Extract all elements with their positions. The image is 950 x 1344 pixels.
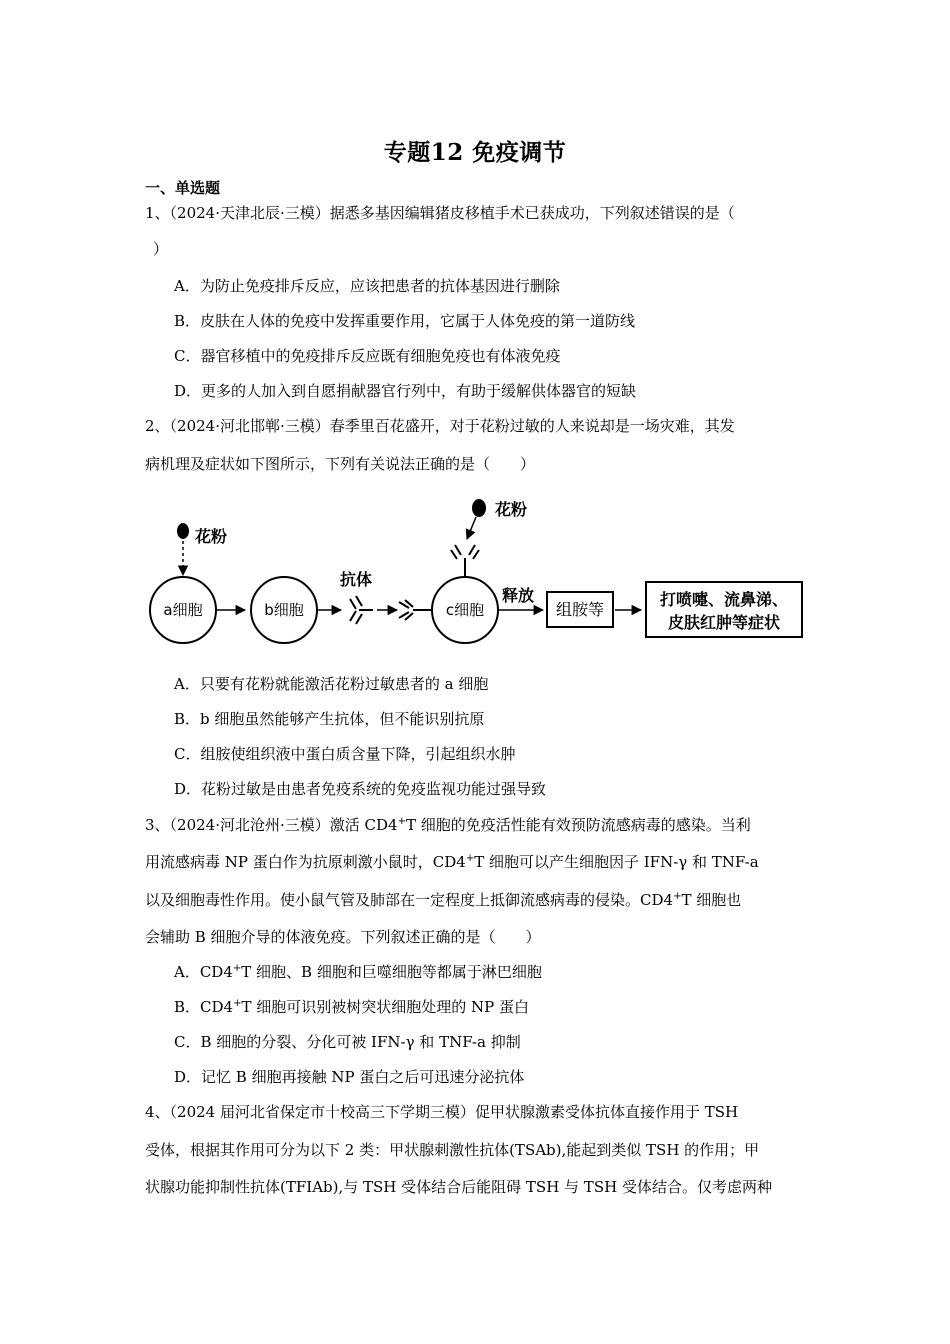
question-3-option-a bbox=[174, 962, 542, 982]
question-1-stem-cont: ） bbox=[153, 240, 169, 258]
q3-text: 3、（2024·河北沧州·三模）激活 CD4 bbox=[145, 816, 398, 834]
q3-text: 以及细胞毒性作用。使小鼠气管及肺部在一定程度上抵御流感病毒的侵染。CD4 bbox=[145, 891, 674, 909]
antibody-icon bbox=[350, 596, 373, 624]
cell-c-label: c细胞 bbox=[445, 601, 485, 619]
question-3-option-c: C．B 细胞的分裂、分化可被 IFN-γ 和 TNF-a 抑制 bbox=[174, 1033, 521, 1051]
q3-option-text: T 细胞可识别被树突状细胞处理的 NP 蛋白 bbox=[241, 998, 529, 1016]
bound-antibody-icon bbox=[399, 600, 431, 620]
pollen-label-1: 花粉 bbox=[195, 527, 228, 546]
superscript: + bbox=[673, 891, 682, 902]
section-heading: 一、单选题 bbox=[145, 179, 221, 197]
q3-text: T 细胞可以产生细胞因子 IFN-γ 和 TNF-a bbox=[474, 853, 759, 871]
question-1-stem: 1、（2024·天津北辰·三模）据悉多基因编辑猪皮移植手术已获成功，下列叙述错误的是（ bbox=[145, 204, 735, 222]
antibody-label: 抗体 bbox=[340, 570, 373, 589]
question-3-stem-line-4: 会辅助 B 细胞介导的体液免疫。下列叙述正确的是（ ） bbox=[145, 928, 541, 946]
question-2-option-d: D．花粉过敏是由患者免疫系统的免疫监视功能过强导致 bbox=[174, 780, 547, 798]
question-1-option-d: D．更多的人加入到自愿捐献器官行列中，有助于缓解供体器官的短缺 bbox=[174, 382, 637, 400]
superscript: + bbox=[232, 963, 242, 974]
question-2-stem: 2、（2024·河北邯郸·三模）春季里百花盛开，对于花粉过敏的人来说却是一场灾难，其发 bbox=[145, 417, 735, 435]
question-1-option-c: C．器官移植中的免疫排斥反应既有细胞免疫也有体液免疫 bbox=[174, 347, 561, 365]
histamine-label: 组胺等 bbox=[555, 600, 605, 619]
cell-b-label: b细胞 bbox=[264, 601, 304, 619]
question-3-option-d: D．记忆 B 细胞再接触 NP 蛋白之后可迅速分泌抗体 bbox=[174, 1068, 525, 1086]
release-label: 释放 bbox=[502, 586, 535, 605]
question-3-stem-line-3 bbox=[145, 890, 805, 910]
superscript: + bbox=[233, 998, 242, 1009]
question-1-option-b: B．皮肤在人体的免疫中发挥重要作用，它属于人体免疫的第一道防线 bbox=[174, 312, 636, 330]
question-1-option-a: A．为防止免疫排斥反应，应该把患者的抗体基因进行删除 bbox=[174, 277, 560, 295]
question-2-option-b: B．b 细胞虽然能够产生抗体，但不能识别抗原 bbox=[174, 710, 485, 728]
pollen-grain-icon-2 bbox=[472, 499, 486, 517]
pollen-grain-icon bbox=[177, 523, 189, 539]
pollen-label-2: 花粉 bbox=[495, 500, 528, 519]
question-2-option-c: C．组胺使组织液中蛋白质含量下降，引起组织水肿 bbox=[174, 745, 516, 763]
cell-a-label: a细胞 bbox=[163, 601, 203, 619]
q3-option-text: A．CD4 bbox=[174, 963, 233, 981]
question-2-stem-cont: 病机理及症状如下图所示，下列有关说法正确的是（ ） bbox=[145, 455, 536, 473]
question-2-option-a: A．只要有花粉就能激活花粉过敏患者的 a 细胞 bbox=[174, 675, 489, 693]
q3-text: 用流感病毒 NP 蛋白作为抗原刺激小鼠时，CD4 bbox=[145, 853, 466, 871]
question-4-stem: 4、（2024 届河北省保定市十校高三下学期三模）促甲状腺激素受体抗体直接作用于 TSH bbox=[145, 1103, 739, 1121]
pollen-allergy-diagram bbox=[145, 493, 810, 653]
q3-text: T 细胞也 bbox=[681, 891, 742, 909]
superscript: + bbox=[465, 853, 475, 864]
question-4-stem-line-2: 受体，根据其作用可分为以下 2 类：甲状腺刺激性抗体(TSAb),能起到类似 TSH 的作用；甲 bbox=[145, 1141, 760, 1159]
question-3-stem-line-2 bbox=[145, 852, 805, 872]
question-3-stem bbox=[145, 815, 805, 835]
question-3-option-b bbox=[174, 997, 529, 1017]
q3-option-text: T 细胞、B 细胞和巨噬细胞等都属于淋巴细胞 bbox=[241, 963, 542, 981]
symptoms-line-2: 皮肤红肿等症状 bbox=[667, 613, 781, 632]
arrow-pollen-to-c bbox=[467, 517, 476, 539]
receptor-antibody-icon bbox=[451, 545, 479, 577]
symptoms-line-1: 打喷嚏、流鼻涕、 bbox=[659, 590, 789, 609]
q3-option-text: B．CD4 bbox=[174, 998, 234, 1016]
question-4-stem-line-3: 状腺功能抑制性抗体(TFIAb),与 TSH 受体结合后能阻碍 TSH 与 TSH 受体结合。仅考虑两种 bbox=[145, 1178, 772, 1196]
superscript: + bbox=[397, 816, 406, 827]
page-title: 专题12 免疫调节 bbox=[383, 139, 567, 166]
q3-text: T 细胞的免疫活性能有效预防流感病毒的感染。当利 bbox=[405, 816, 751, 834]
